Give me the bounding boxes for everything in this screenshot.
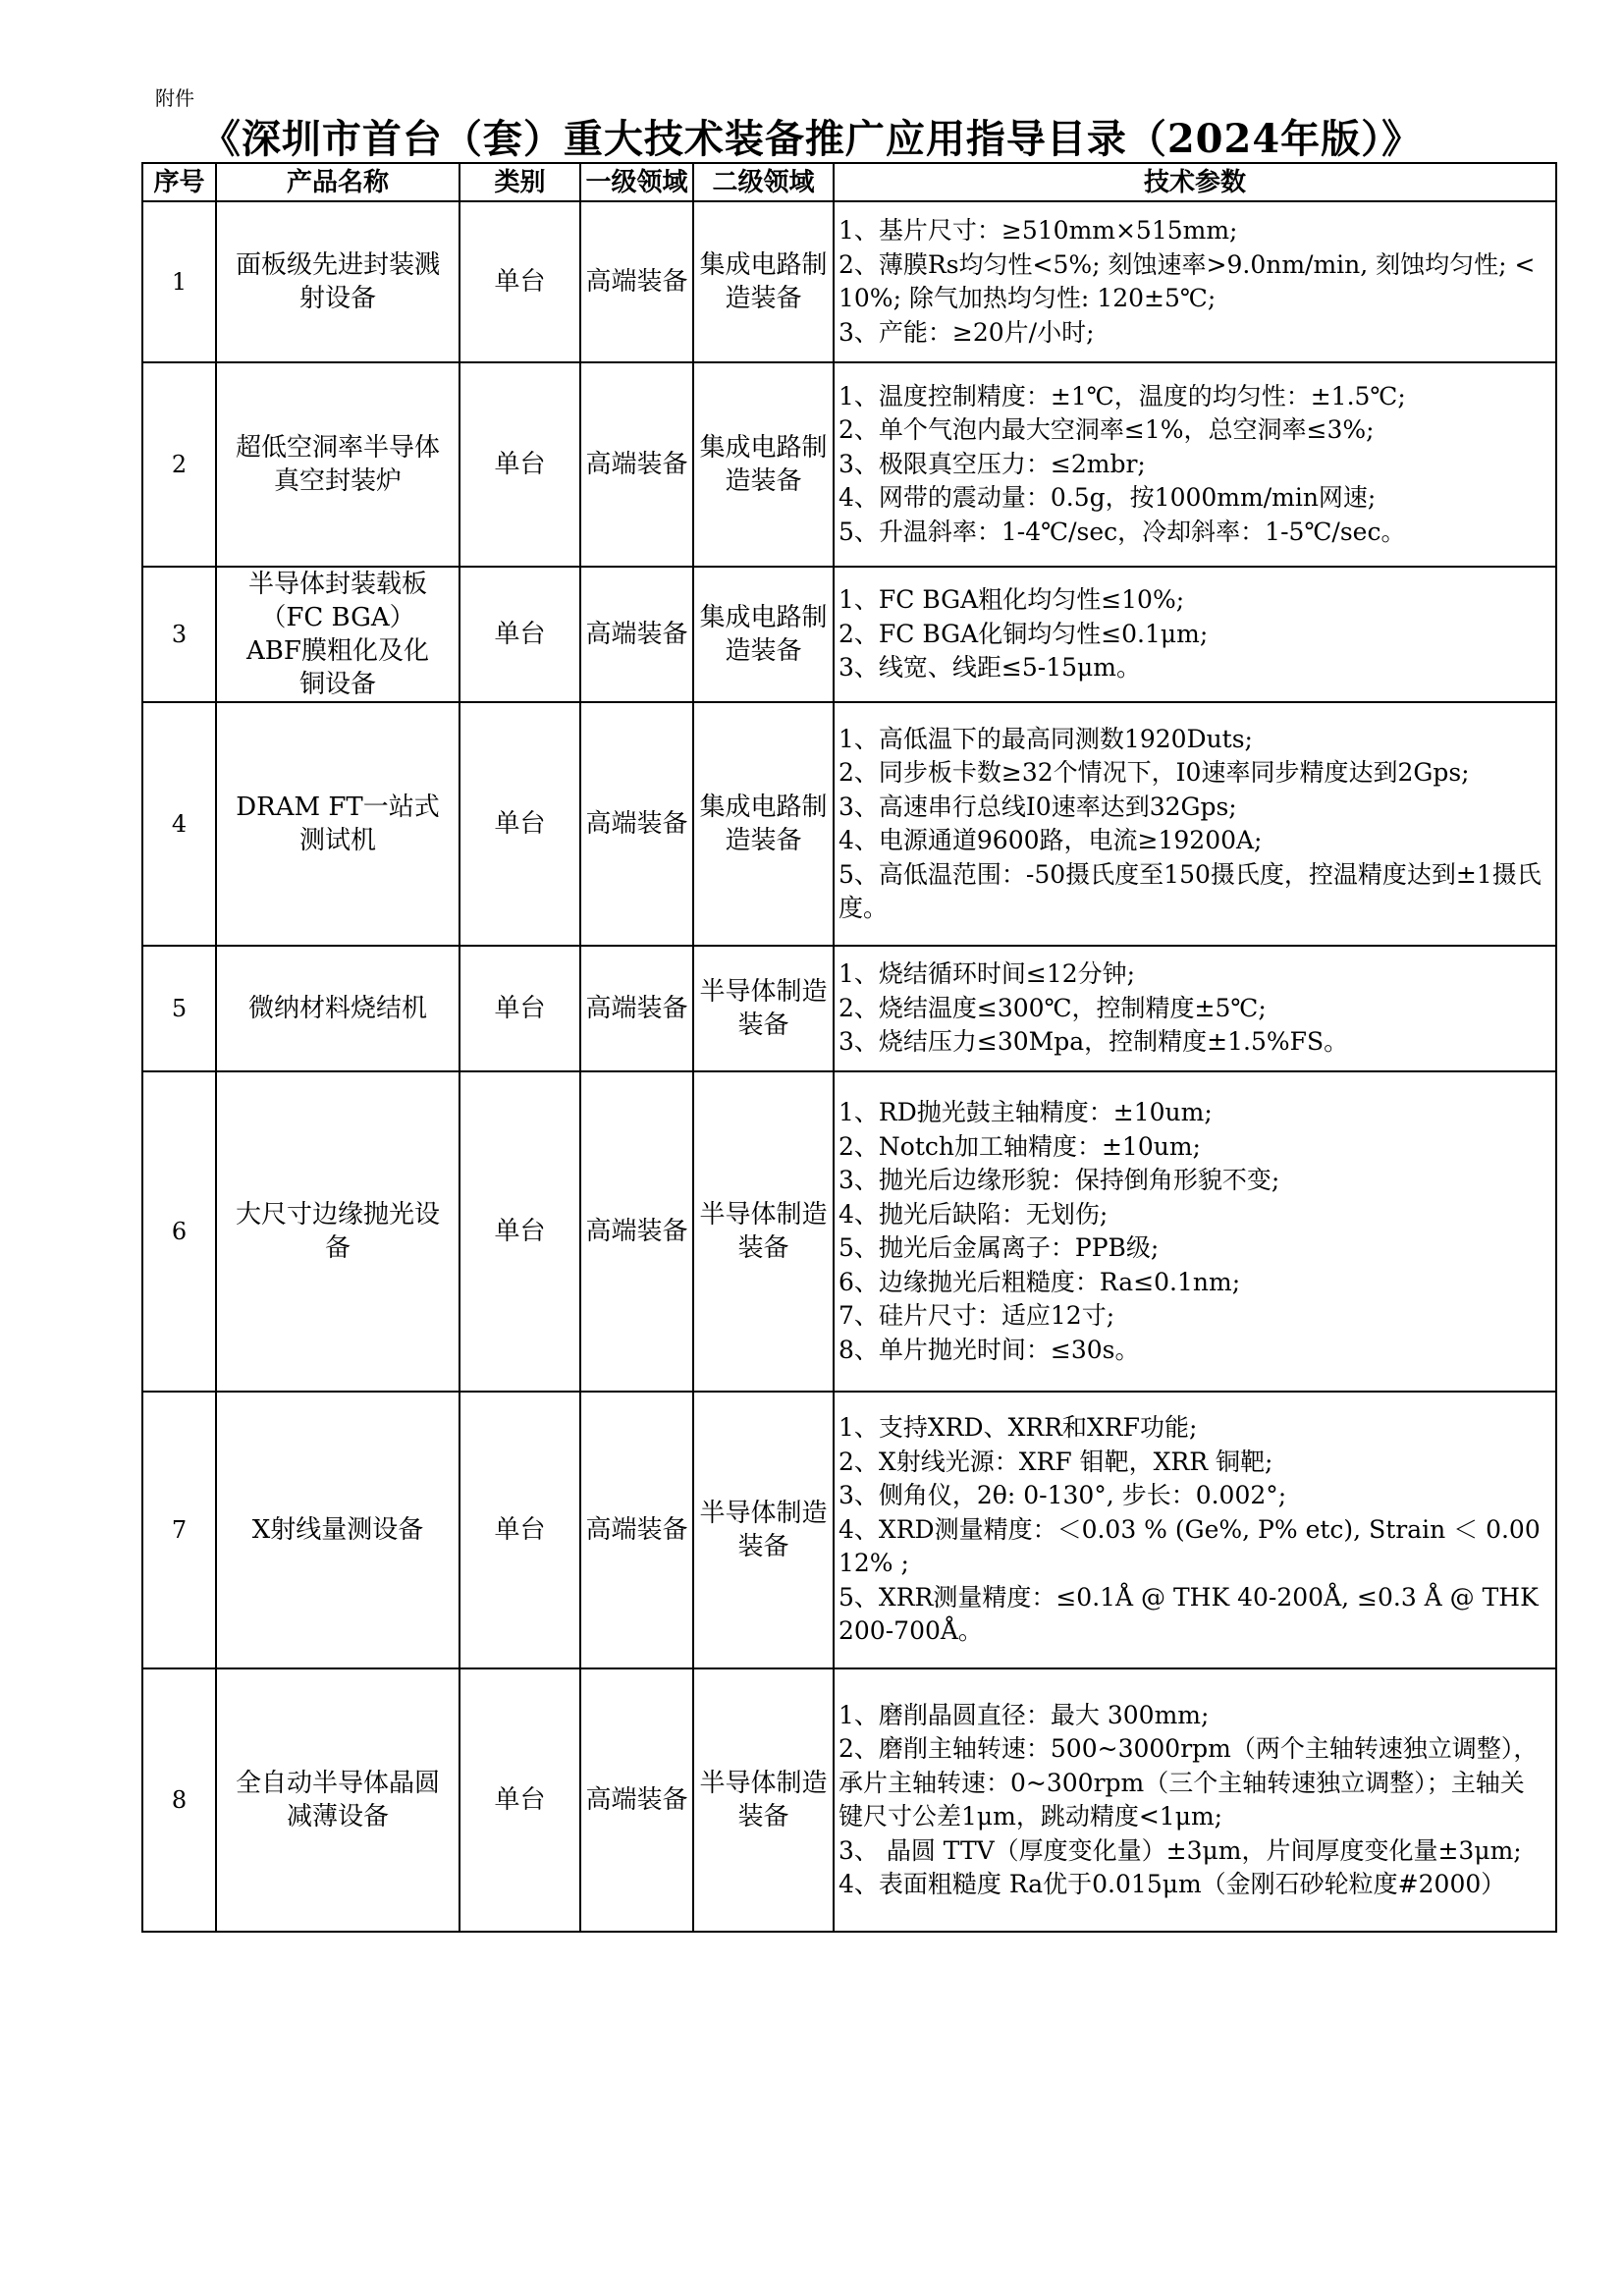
param-line: 3、产能：≥20片/小时; bbox=[839, 317, 1095, 347]
param-line: 5、高低温范围：-50摄氏度至150摄氏度，控温精度达到±1摄氏度。 bbox=[839, 859, 1542, 922]
level2-field: 半导体制造装备 bbox=[693, 1668, 834, 1932]
level2-field: 集成电路制造装备 bbox=[693, 567, 834, 702]
table-row bbox=[142, 201, 1556, 362]
tech-params bbox=[834, 1668, 1556, 1932]
header-level2-field: 二级领域 bbox=[693, 163, 834, 201]
row-index: 1 bbox=[142, 201, 216, 362]
tech-params bbox=[834, 702, 1556, 946]
param-line: 2、FC BGA化铜均匀性≤0.1μm; bbox=[839, 619, 1209, 648]
param-line: 3、高速串行总线I0速率达到32Gps; bbox=[839, 792, 1237, 821]
param-line: 2、X射线光源：XRF 钼靶，XRR 铜靶; bbox=[839, 1447, 1273, 1476]
param-line: 2、烧结温度≤300℃，控制精度±5℃; bbox=[839, 993, 1267, 1022]
param-line: 2、磨削主轴转速：500~3000rpm（两个主轴转速独立调整），承片主轴转速：0~300rpm（三个主轴转速独立调整）；主轴关键尺寸公差1μm，跳动精度<1μm; bbox=[839, 1734, 1539, 1831]
tech-params bbox=[834, 567, 1556, 702]
level1-field: 高端装备 bbox=[580, 946, 693, 1071]
level2-field: 集成电路制造装备 bbox=[693, 201, 834, 362]
tech-params bbox=[834, 1392, 1556, 1668]
category: 单台 bbox=[460, 946, 580, 1071]
param-line: 3、烧结压力≤30Mpa，控制精度±1.5%FS。 bbox=[839, 1027, 1349, 1057]
category: 单台 bbox=[460, 362, 580, 567]
product-name: X射线量测设备 bbox=[216, 1392, 460, 1668]
table-row bbox=[142, 702, 1556, 946]
row-index: 8 bbox=[142, 1668, 216, 1932]
row-index: 5 bbox=[142, 946, 216, 1071]
category: 单台 bbox=[460, 1668, 580, 1932]
param-line: 1、RD抛光鼓主轴精度：±10um; bbox=[839, 1098, 1213, 1126]
param-line: 4、电源通道9600路，电流≥19200A; bbox=[839, 826, 1263, 854]
param-line: 2、单个气泡内最大空洞率≤1%，总空洞率≤3%; bbox=[839, 415, 1375, 445]
table-row bbox=[142, 567, 1556, 702]
param-line: 1、烧结循环时间≤12分钟; bbox=[839, 959, 1136, 989]
param-line: 3、线宽、线距≤5-15μm。 bbox=[839, 653, 1141, 683]
param-line: 1、基片尺寸：≥510mm×515mm; bbox=[839, 216, 1238, 245]
level1-field: 高端装备 bbox=[580, 362, 693, 567]
level1-field: 高端装备 bbox=[580, 702, 693, 946]
product-name: 超低空洞率半导体真空封装炉 bbox=[216, 362, 460, 567]
table-header-row bbox=[142, 163, 1556, 201]
level1-field: 高端装备 bbox=[580, 1668, 693, 1932]
header-product-name: 产品名称 bbox=[216, 163, 460, 201]
param-line: 2、Notch加工轴精度：±10um; bbox=[839, 1131, 1201, 1161]
category: 单台 bbox=[460, 1392, 580, 1668]
param-line: 5、XRR测量精度：≤0.1Å @ THK 40-200Å, ≤0.3 Å @ THK 200-700Å。 bbox=[839, 1582, 1539, 1646]
header-category: 类别 bbox=[460, 163, 580, 201]
row-index: 7 bbox=[142, 1392, 216, 1668]
param-line: 7、硅片尺寸：适应12寸; bbox=[839, 1301, 1115, 1330]
product-name: 半导体封装载板（FC BGA）ABF膜粗化及化铜设备 bbox=[216, 567, 460, 702]
param-line: 1、磨削晶圆直径：最大 300mm; bbox=[839, 1700, 1210, 1729]
row-index: 2 bbox=[142, 362, 216, 567]
level1-field: 高端装备 bbox=[580, 201, 693, 362]
level1-field: 高端装备 bbox=[580, 1392, 693, 1668]
tech-params bbox=[834, 1071, 1556, 1392]
level2-field: 半导体制造装备 bbox=[693, 1071, 834, 1392]
tech-params bbox=[834, 362, 1556, 567]
row-index: 6 bbox=[142, 1071, 216, 1392]
row-index: 4 bbox=[142, 702, 216, 946]
param-line: 3、抛光后边缘形貌：保持倒角形貌不变; bbox=[839, 1166, 1280, 1194]
table-row bbox=[142, 946, 1556, 1071]
product-name: 大尺寸边缘抛光设备 bbox=[216, 1071, 460, 1392]
param-line: 5、升温斜率：1-4℃/sec，冷却斜率：1-5℃/sec。 bbox=[839, 517, 1406, 546]
param-line: 3、极限真空压力：≤2mbr; bbox=[839, 449, 1146, 478]
product-name: DRAM FT一站式测试机 bbox=[216, 702, 460, 946]
table-row bbox=[142, 1668, 1556, 1932]
level1-field: 高端装备 bbox=[580, 567, 693, 702]
header-index: 序号 bbox=[142, 163, 216, 201]
attachment-label: 附件 bbox=[155, 86, 194, 110]
catalog-table bbox=[141, 162, 1557, 1933]
param-line: 2、薄膜Rs均匀性<5%; 刻蚀速率>9.0nm/min, 刻蚀均匀性; <10%; 除气加热均匀性: 120±5℃; bbox=[839, 249, 1536, 312]
param-line: 1、高低温下的最高同测数1920Duts; bbox=[839, 724, 1253, 753]
param-line: 4、XRD测量精度：＜0.03 % (Ge%, P% etc), Strain ＜ 0.0012% ; bbox=[839, 1514, 1541, 1578]
category: 单台 bbox=[460, 1071, 580, 1392]
param-line: 4、抛光后缺陷：无划伤; bbox=[839, 1199, 1109, 1229]
param-line: 1、FC BGA粗化均匀性≤10%; bbox=[839, 585, 1185, 615]
product-name: 微纳材料烧结机 bbox=[216, 946, 460, 1071]
tech-params bbox=[834, 946, 1556, 1071]
category: 单台 bbox=[460, 567, 580, 702]
product-name: 全自动半导体晶圆减薄设备 bbox=[216, 1668, 460, 1932]
level2-field: 集成电路制造装备 bbox=[693, 362, 834, 567]
header-level1-field: 一级领域 bbox=[580, 163, 693, 201]
param-line: 3、侧角仪，2θ: 0-130°, 步长：0.002°; bbox=[839, 1481, 1287, 1510]
category: 单台 bbox=[460, 201, 580, 362]
level2-field: 半导体制造装备 bbox=[693, 946, 834, 1071]
header-tech-params: 技术参数 bbox=[834, 163, 1556, 201]
level2-field: 集成电路制造装备 bbox=[693, 702, 834, 946]
table-row bbox=[142, 1071, 1556, 1392]
product-name: 面板级先进封装溅射设备 bbox=[216, 201, 460, 362]
param-line: 8、单片抛光时间：≤30s。 bbox=[839, 1335, 1140, 1364]
row-index: 3 bbox=[142, 567, 216, 702]
level2-field: 半导体制造装备 bbox=[693, 1392, 834, 1668]
param-line: 4、网带的震动量：0.5g，按1000mm/min网速; bbox=[839, 483, 1377, 513]
param-line: 3、 晶圆 TTV（厚度变化量）±3μm，片间厚度变化量±3μm; bbox=[839, 1835, 1522, 1865]
param-line: 1、温度控制精度：±1℃，温度的均匀性：±1.5℃; bbox=[839, 381, 1406, 410]
table-row bbox=[142, 362, 1556, 567]
param-line: 1、支持XRD、XRR和XRF功能; bbox=[839, 1413, 1198, 1443]
document-title: 《深圳市首台（套）重大技术装备推广应用指导目录（2024年版）》 bbox=[200, 116, 1423, 162]
table-row bbox=[142, 1392, 1556, 1668]
param-line: 4、表面粗糙度 Ra优于0.015μm（金刚石砂轮粒度#2000） bbox=[839, 1870, 1506, 1898]
param-line: 2、同步板卡数≥32个情况下，I0速率同步精度达到2Gps; bbox=[839, 758, 1470, 787]
param-line: 5、抛光后金属离子：PPB级; bbox=[839, 1233, 1160, 1262]
param-line: 6、边缘抛光后粗糙度：Ra≤0.1nm; bbox=[839, 1267, 1241, 1296]
category: 单台 bbox=[460, 702, 580, 946]
level1-field: 高端装备 bbox=[580, 1071, 693, 1392]
tech-params bbox=[834, 201, 1556, 362]
